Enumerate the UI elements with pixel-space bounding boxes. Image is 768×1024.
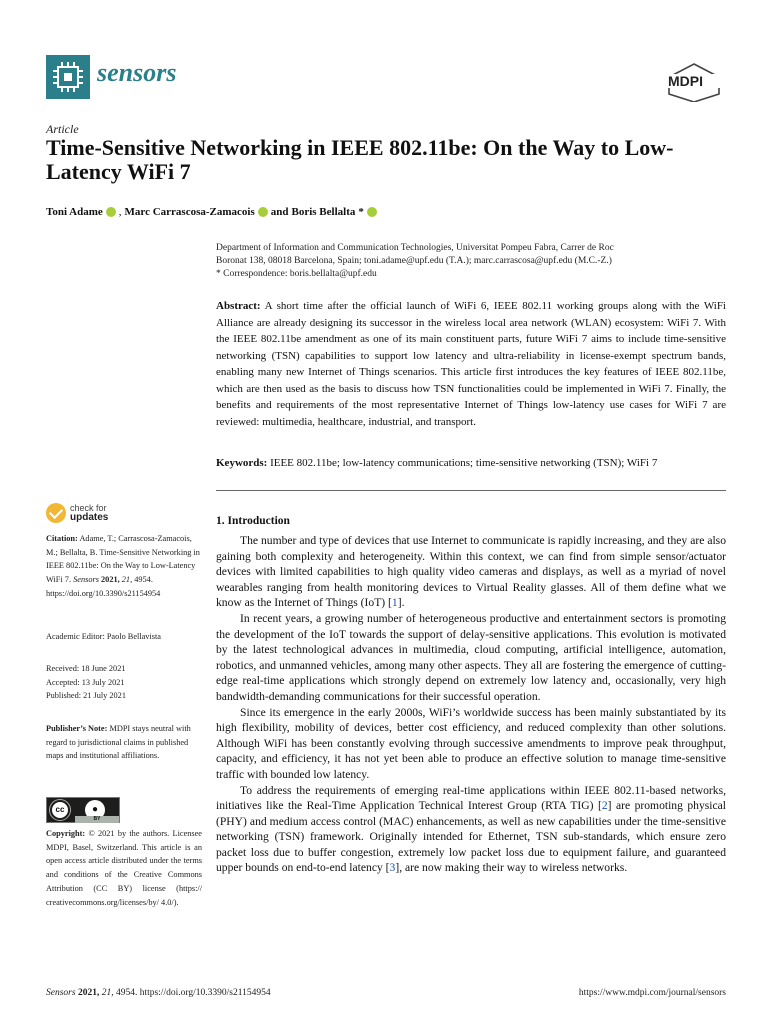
author-separator: , xyxy=(118,206,122,218)
orcid-icon[interactable] xyxy=(367,207,377,217)
citation-text: Adame, T.; Carrascosa-Zamacois, M.; Bellalta, B. Time-Sensitive Networking in IEEE 802.11be: On the Way to Low-Latency WiFi 7. xyxy=(46,534,200,585)
corresponding-marker: * xyxy=(358,206,364,218)
cc-icon: cc xyxy=(50,800,70,820)
academic-editor: Academic Editor: Paolo Bellavista xyxy=(46,632,161,641)
dates-block xyxy=(46,662,202,703)
received-date: Received: 18 June 2021 xyxy=(46,664,126,673)
check-label-1: check for xyxy=(70,503,107,513)
paragraph: To address the requirements of emerging real-time applications within IEEE 802.11-based networks, initiatives like the Real-Time Application Technical Interest Group (RTA TIG) [2] are promoting physical (PHY) and medium access control (MAC) enhancements, as well as new capabilities under the time-sensitive networking (TSN) framework. Originally intended for Ethernet, TSN sub-standards, which ensure zero packet loss due to buffer congestion, extremely low packet loss due to equipment failure, and guaranteed upper bounds on end-to-end latency [3], are now making their way to wireless networks. xyxy=(216,783,727,875)
citation-link[interactable]: 3 xyxy=(389,861,396,875)
citation-link[interactable]: 1 xyxy=(391,596,398,610)
copyright-label: Copyright: xyxy=(46,829,86,838)
copyright-block xyxy=(46,827,202,909)
citation-volume: 21, xyxy=(121,575,133,585)
published-date: Published: 21 July 2021 xyxy=(46,691,126,701)
keywords-label: Keywords: xyxy=(216,457,268,469)
article-title: Time-Sensitive Networking in IEEE 802.11be: On the Way to Low-Latency WiFi 7 xyxy=(46,135,674,184)
attribution-person-icon: ● xyxy=(85,800,105,820)
affiliation-line: Boronat 138, 08018 Barcelona, Spain; toni.adame@upf.edu (T.A.); marc.carrascosa@upf.edu (M.C.-Z.) xyxy=(216,256,612,266)
chip-icon xyxy=(57,66,79,88)
footer-doi[interactable]: 4954. https://doi.org/10.3390/s21154954 xyxy=(115,988,271,998)
paragraph: Since its emergence in the early 2000s, WiFi’s worldwide success has been mainly substantiated by its high flexibility, mobility of devices, better cost efficiency, and reduced complexity than other solutions. Although WiFi has been constantly evolving through successive amendments to improve peak throughput, capacity, and efficiency, it has not yet been able to produce an effective solution to manage time-sensitive traffic with bounded low latency. xyxy=(216,705,726,781)
footer-year: 2021, xyxy=(77,988,100,998)
citation-year: 2021, xyxy=(101,575,120,585)
author-conjunction: and xyxy=(270,206,289,218)
copyright-text: © 2021 by the authors. Licensee MDPI, Basel, Switzerland. This article is an open access article distributed under the terms and conditions of the Creative Commons Attribution (CC BY) license (https:// creativecommons.org/licenses/by/ 4.0/). xyxy=(46,829,202,907)
affiliation-line: Department of Information and Communication Technologies, Universitat Pompeu Fabra, Carrer de Roc xyxy=(216,243,614,253)
section-heading: 1. Introduction xyxy=(216,515,290,527)
abstract-label: Abstract: xyxy=(216,300,261,312)
publisher-note-label: Publisher’s Note: xyxy=(46,724,108,733)
citation-journal: Sensors xyxy=(73,575,99,585)
affiliation-block xyxy=(216,242,726,281)
orcid-icon[interactable] xyxy=(106,207,116,217)
checkmark-icon xyxy=(46,503,66,523)
abstract xyxy=(216,298,726,430)
citation-link[interactable]: 2 xyxy=(601,799,608,813)
footer-volume: 21, xyxy=(101,988,114,998)
author-name[interactable]: Boris Bellalta xyxy=(291,206,356,218)
mdpi-logo[interactable] xyxy=(665,62,723,102)
mdpi-text: MDPI xyxy=(668,73,703,89)
author-name[interactable]: Toni Adame xyxy=(46,206,103,218)
article-type: Article xyxy=(46,122,79,136)
check-for-updates-badge[interactable] xyxy=(46,502,126,526)
divider xyxy=(216,490,726,491)
keywords xyxy=(216,456,726,471)
by-label: BY xyxy=(75,816,119,823)
body-text xyxy=(216,533,726,876)
author-name[interactable]: Marc Carrascosa-Zamacois xyxy=(124,206,255,218)
paragraph: In recent years, a growing number of heterogeneous productive and entertainment sectors is promoting the development of the IoT towards the support of delay-sensitive applications. This evolution is motivated by the latest technological advances in multimedia, cloud computing, artificial intelligence, automation, robotics, and unmanned vehicles, among many other aspects. They all are fostering the emergence of cutting-edge real-time applications which strongly depend on extremely low latency and, occasionally, very high bandwidth-demanding communications for their successful operation. xyxy=(216,611,726,703)
accepted-date: Accepted: 13 July 2021 xyxy=(46,677,125,687)
publisher-note-text: MDPI stays neutral with regard to jurisdictional claims in published maps and institutional affiliations. xyxy=(46,724,191,761)
keywords-text: IEEE 802.11be; low-latency communications; time-sensitive networking (TSN); WiFi 7 xyxy=(270,457,658,469)
abstract-text: A short time after the official launch of WiFi 6, IEEE 802.11 working groups along with the WiFi Alliance are already designing its successor in the wireless local area network (WLAN) ecosystem: WiFi 7. With the IEEE 802.11be amendment as one of its main constituent parts, future WiFi 7 aims to include time-sensitive networking (TSN) capabilities to support low latency and ultra-reliability in license-exempt spectrum bands, enabling many new Internet of Things scenarios. This article first introduces the key features of IEEE 802.11be, which are then used as the basis to discuss how TSN functionalities could be implemented in WiFi 7. Finally, the benefits and requirements of the most representative Internet of Things low-latency use cases for WiFi 7 are reviewed: multimedia, healthcare, industrial, and transport. xyxy=(216,300,726,428)
cc-by-license-badge[interactable] xyxy=(46,797,120,823)
journal-logo xyxy=(46,55,90,99)
journal-name[interactable]: sensors xyxy=(97,58,177,87)
check-label-2: updates xyxy=(70,512,109,523)
paragraph: The number and type of devices that use Internet to communicate is rapidly increasing, and they are also gaining both complexity and heterogeneity. Within this context, we can find from simple sensor/actuator devices with limited capabilities to high quality video cameras and displays, as well as a myriad of novel wearables ranging from health monitoring devices to Virtual Reality glasses. All of them define what we know as the Internet of Things (IoT) [1]. xyxy=(216,534,726,610)
correspondence-line: * Correspondence: boris.bellalta@upf.edu xyxy=(216,269,377,279)
citation-block xyxy=(46,532,202,601)
citation-label: Citation: xyxy=(46,534,78,543)
footer-citation xyxy=(46,988,271,998)
author-list xyxy=(46,206,380,218)
footer-journal-url[interactable]: https://www.mdpi.com/journal/sensors xyxy=(578,988,726,998)
footer-journal: Sensors xyxy=(46,988,76,998)
publisher-note xyxy=(46,722,202,763)
citation-doi[interactable]: 4954. https://doi.org/10.3390/s21154954 xyxy=(46,575,161,598)
orcid-icon[interactable] xyxy=(258,207,268,217)
